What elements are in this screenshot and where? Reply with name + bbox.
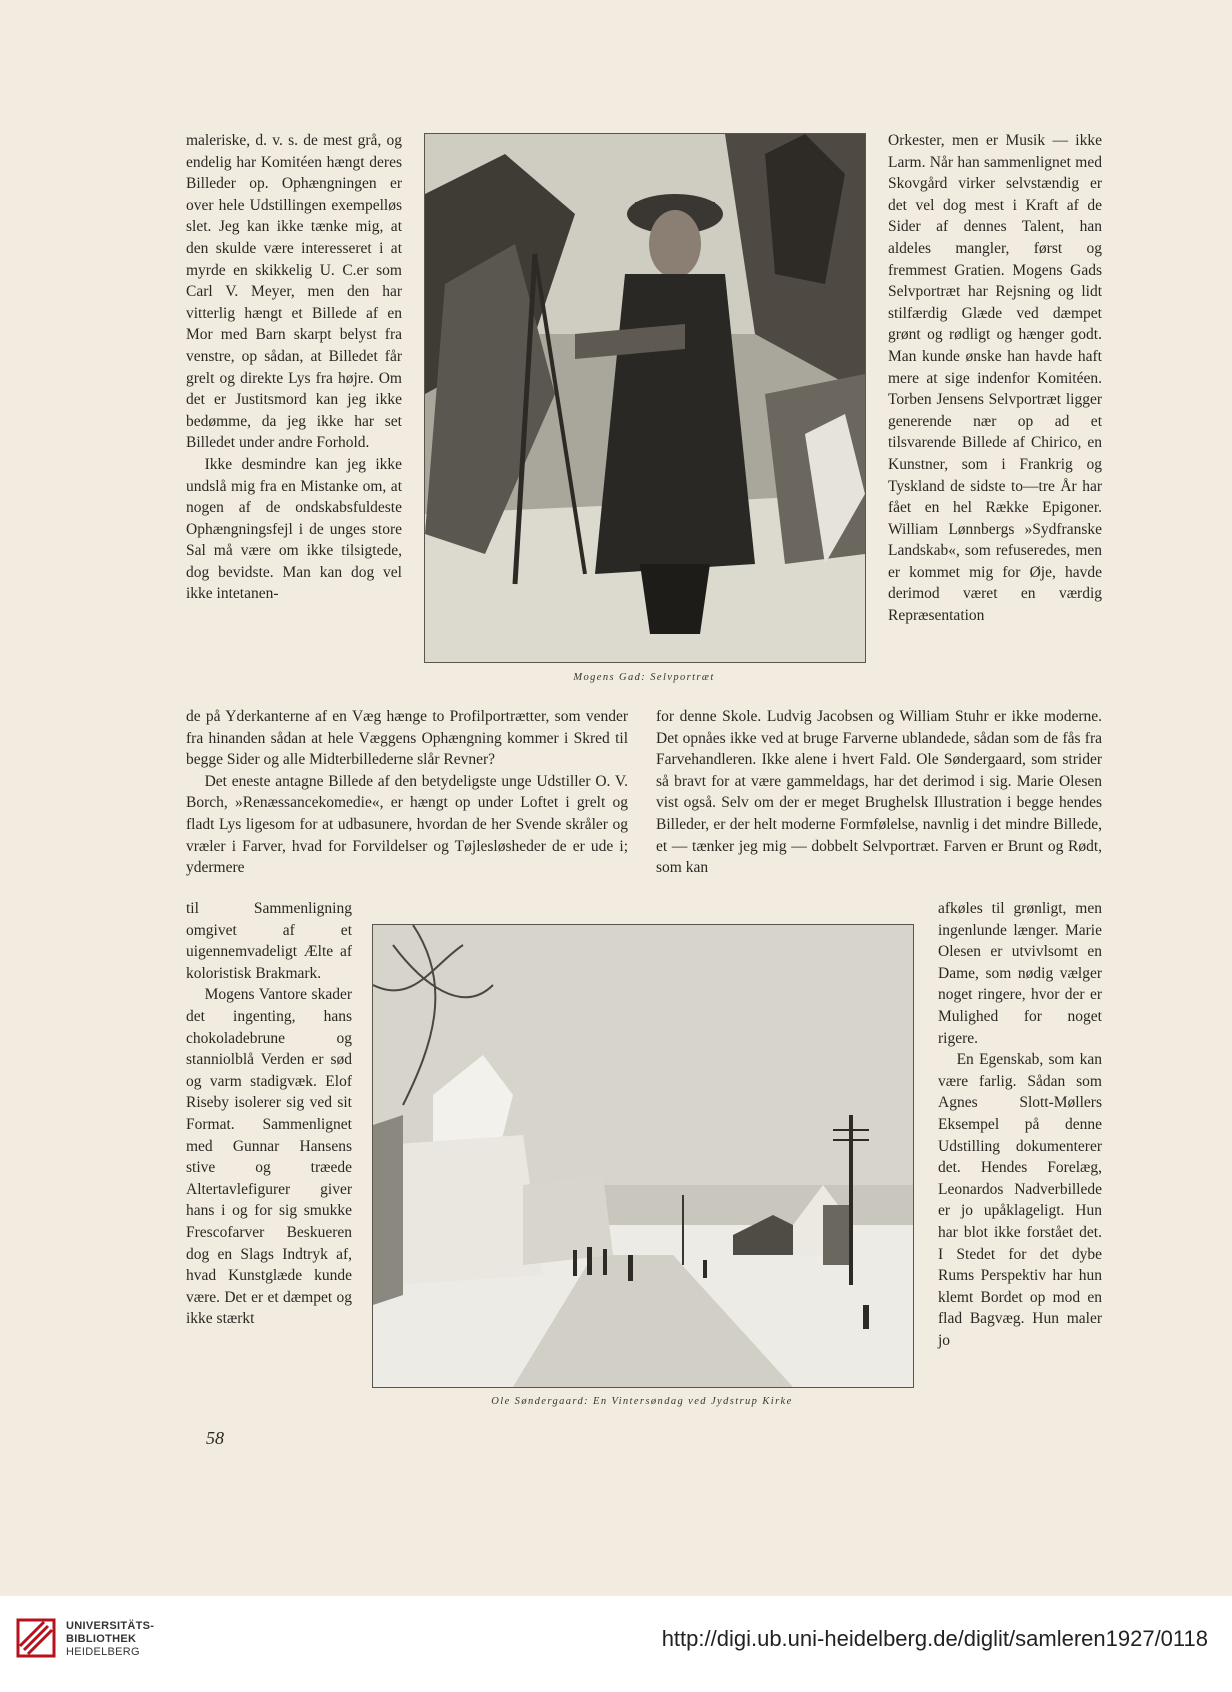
- page-number: 58: [206, 1428, 224, 1448]
- text-column-left-top: [186, 130, 402, 605]
- library-logo-icon: [14, 1616, 58, 1660]
- painting-winter-sunday: [372, 924, 914, 1388]
- library-name: [66, 1620, 154, 1659]
- paragraph: Ikke desmindre kan jeg ikke undslå mig fra en Mistanke om, at nogen af de ondskabsfuldeste Ophængningsfejl i de unges store Sal må være om ikke tilsigtede, dog bevidste. Man kan dog vel ikke intetanen-: [186, 455, 402, 603]
- library-name-line1: UNIVERSITÄTS-: [66, 1620, 155, 1632]
- painting-self-portrait-image: [425, 134, 865, 662]
- library-name-line3: HEIDELBERG: [66, 1646, 140, 1658]
- caption-bottom: Ole Søndergaard: En Vintersøndag ved Jydstrup Kirke: [491, 1396, 793, 1407]
- text-column-right-top: [888, 130, 1102, 627]
- painting-self-portrait: [424, 133, 866, 663]
- paragraph: maleriske, d. v. s. de mest grå, og endelig har Komitéen hængt deres Billeder op. Ophængningen er over hele Udstillingen exempelløs slet. Jeg kan ikke tænke mig, at den skulde være interesseret i at myrde en skikkelig U. C.er som Carl V. Meyer, men den har vitterlig hængt et Billede af en Mor med Barn skarpt belyst fra venstre, op sådan, at Billedet får grelt og direkte Lys fra højre. Om det er Justitsmord kan jeg ikke bedømme, da jeg ikke har set Billedet under andre Forhold.: [186, 132, 402, 452]
- text-column-middle-left: [186, 706, 628, 879]
- paragraph: Mogens Vantore skader det ingenting, hans chokoladebrune og stanniolblå Verden er sød og varm stadigvæk. Elof Riseby isolerer sig ved sit Format. Sammenlignet med Gunnar Hansens stive og træede Altertavlefigurer giver hans i og for sig smukke Frescofarver Beskueren dog en Slags Indtryk af, hvad Kunstglæde kunde være. Det er et dæmpet og ikke stærkt: [186, 986, 352, 1328]
- paragraph: til Sammenligning omgivet af et uigennemvadeligt Ælte af koloristisk Brakmark.: [186, 900, 352, 982]
- text-column-middle-right: [656, 706, 1102, 879]
- paragraph: Orkester, men er Musik — ikke Larm. Når han sammenlignet med Skovgård virker selvstændig er det vel dog mest i Kraft af de Sider af dennes Talent, han aldeles mangler, først og fremmest Gratien. Mogens Gads Selvportræt har Rejsning og lidt stilfærdig Glæde ved dæmpet grønt og rødligt og hænger godt. Man kunde ønske han havde haft mere at sige indenfor Komitéen. Torben Jensens Selvportræt ligger generende nær op ad et tilsvarende Billede af Chirico, en Kunstner, som i Frankrig og Tyskland de sidste to—tre År har fået en hel Række Epigoner. William Lønnbergs »Sydfranske Landskab«, som refuseredes, men er kommet mig for Øje, havde derimod været en værdig Repræsentation: [888, 132, 1102, 625]
- paragraph: En Egenskab, som kan være farlig. Sådan som Agnes Slott-Møllers Eksempel på denne Udstilling dokumenterer det. Hendes Forelæg, Leonardos Nadverbillede er jo upåklageligt. Hun har blot ikke forstået det. I Stedet for det dybe Rums Perspektiv har hun klemt Bordet op mod en flad Bagvæg. Hun maler jo: [938, 1051, 1102, 1349]
- paragraph: Det eneste antagne Billede af den betydeligste unge Udstiller O. V. Borch, »Renæssancekomedie«, er hængt op under Loftet i grelt og fladt Lys ligesom for at udbasunere, hvordan de her Svende skråler og vræler i Farver, hvad for Forvildelser og Tøjlesløsheder de er ude i; ydermere: [186, 772, 628, 877]
- caption-top: Mogens Gad: Selvportræt: [573, 672, 715, 683]
- text-column-right-bottom: [938, 898, 1102, 1351]
- paragraph: for denne Skole. Ludvig Jacobsen og William Stuhr er ikke moderne. Det opnåes ikke ved at bruge Farverne ublandede, sådan som de fås fra Farvehandleren. Ikke alene i hvert Fald. Ole Søndergaard, som strider så bravt for at være gammeldags, har det derimod i sig. Marie Olesen vist også. Selv om der er meget Brughelsk Illustration i begge hendes Billeder, er der helt moderne Formfølelse, navnlig i det mindre Billede, et — tænker jeg mig — dobbelt Selvportræt. Farven er Brunt og Rødt, som kan: [656, 708, 1102, 877]
- source-url[interactable]: http://digi.ub.uni-heidelberg.de/diglit/samleren1927/0118: [661, 1626, 1208, 1651]
- paragraph: de på Yderkanterne af en Væg hænge to Profilportrætter, som vender fra hinanden sådan at hele Væggens Ophængning kommer i Skred til begge Sider og alle Midterbillederne slår Revner?: [186, 708, 628, 769]
- digitization-footer: [0, 1596, 1232, 1692]
- painting-winter-sunday-image: [373, 925, 913, 1387]
- library-name-line2: BIBLIOTHEK: [66, 1633, 137, 1645]
- text-column-left-bottom: [186, 898, 352, 1330]
- paragraph: afkøles til grønligt, men ingenlunde længer. Marie Olesen er utvivlsomt en Dame, som nødig vælger noget ringere, hvor der er Mulighed for noget rigere.: [938, 900, 1102, 1047]
